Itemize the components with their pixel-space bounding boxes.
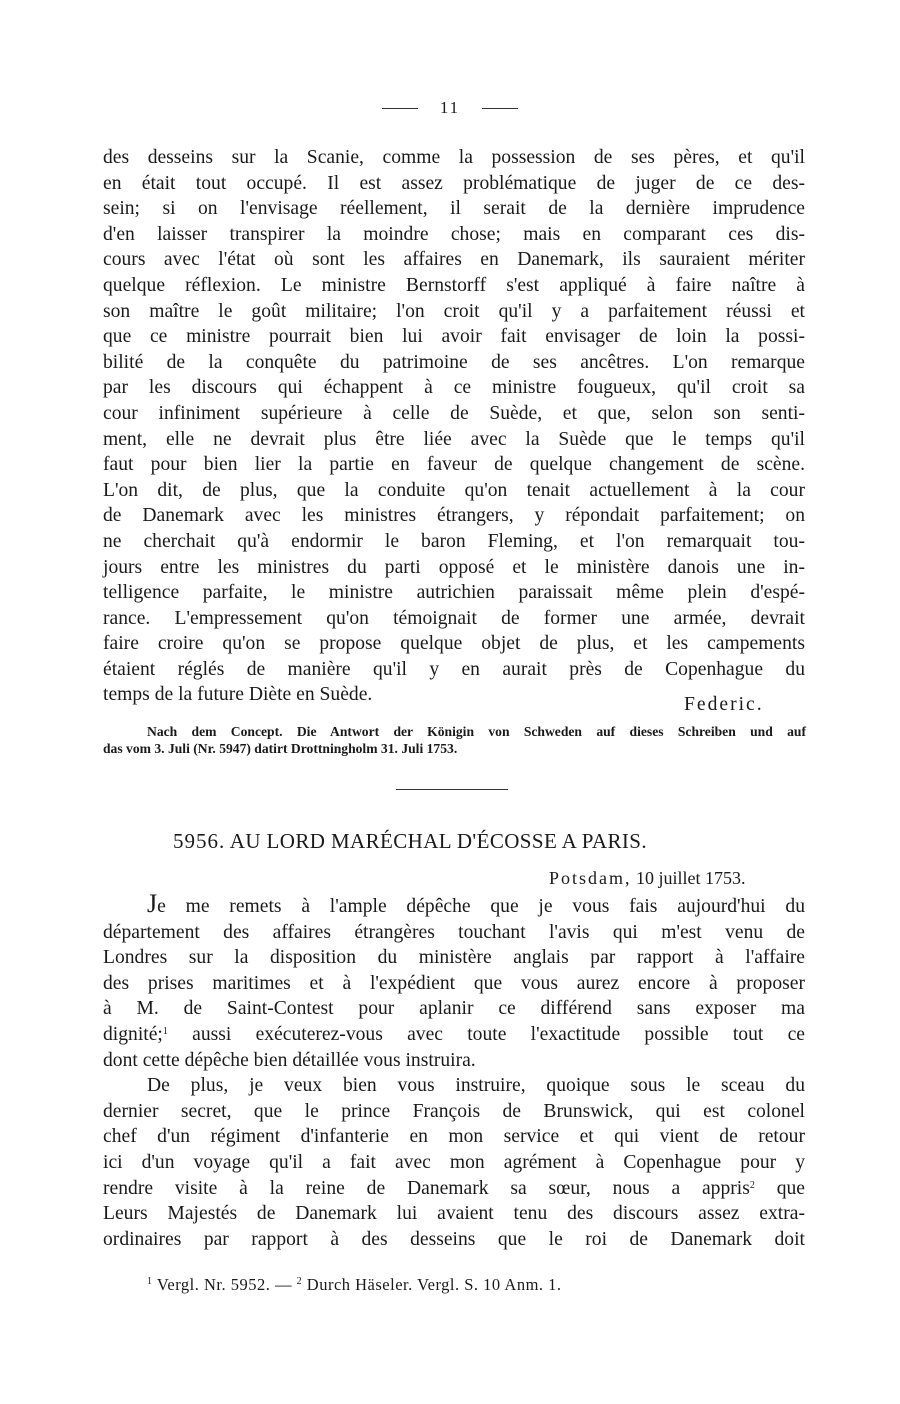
note-line: das vom 3. Juli (Nr. 5947) datirt Drottningholm 31. Juli 1753. (103, 741, 458, 756)
text-line: son maître le goût militaire; l'on croit qu'il y a parfaitement réussi et (103, 300, 805, 322)
text-line: ici d'un voyage qu'il a fait avec mon agrément à Copenhague pour y (103, 1151, 805, 1173)
section-divider (396, 789, 508, 790)
text-line: de Danemark avec les ministres étrangers, y répondait parfaitement; on (103, 505, 805, 527)
note-line: Nach dem Concept. Die Antwort der Königin von Schweden auf dieses Schreiben und auf (147, 724, 806, 739)
text-line: étaient réglés de manière qu'il y en aurait près de Copenhague du (103, 658, 805, 680)
text-segment: dignité; (103, 1023, 163, 1045)
footnotes (147, 1275, 562, 1295)
text-line: ment, elle ne devrait plus être liée avec la Suède que le temps qu'il (103, 428, 805, 450)
text-line: par les discours qui échappent à ce ministre fougueux, qu'il croit sa (103, 377, 805, 399)
signature: Federic. (684, 694, 764, 715)
text-segment: rendre visite à la reine de Danemark sa sœur, nous a appris (103, 1177, 750, 1199)
text-line: bilité de la conquête du patrimoine de ses ancêtres. L'on remarque (103, 351, 805, 373)
header-dash-left (382, 108, 418, 109)
text-line: ordinaires par rapport à des desseins que le roi de Danemark doit (103, 1228, 805, 1250)
page-number: 11 (439, 98, 461, 117)
letter-title (173, 829, 647, 854)
text-line (103, 889, 805, 920)
place-date (549, 868, 746, 889)
text-line: ne cherchait qu'à endormir le baron Fleming, et l'on remarquait tou- (103, 530, 805, 552)
text-line: cour infiniment supérieure à celle de Suède, et que, selon son senti- (103, 402, 805, 424)
footnote-mark: 1 (147, 1276, 153, 1287)
letter-number: 5956. (173, 829, 226, 853)
text-line: cours avec l'état où sont les affaires en Danemark, ils sauraient mériter (103, 249, 805, 271)
text-line: telligence parfaite, le ministre autrichien paraissait même plein d'espé- (103, 582, 805, 604)
footnote-ref[interactable]: 2 (749, 1179, 755, 1191)
text-line: quelque réflexion. Le ministre Bernstorff s'est appliqué à faire naître à (103, 274, 805, 296)
text-line: Londres sur la disposition du ministère anglais par rapport à l'affaire (103, 947, 805, 969)
text-segment: aussi exécuterez-vous avec toute l'exactitude possible tout ce (167, 1023, 805, 1045)
text-line: L'on dit, de plus, que la conduite qu'on tenait actuellement à la cour (103, 479, 805, 501)
footnote-ref[interactable]: 1 (162, 1025, 168, 1037)
letter-date: 10 juillet 1753. (636, 868, 746, 888)
text-line: dont cette dépêche bien détaillée vous instruira. (103, 1049, 476, 1071)
text-line: des prises maritimes et à l'expédient que vous aurez encore à proposer (103, 972, 805, 994)
text-segment: que (754, 1177, 805, 1199)
text-line: jours entre les ministres du parti opposé et le ministère danois une in- (103, 556, 805, 578)
letter-1-body (103, 145, 805, 708)
first-line-rest: e me remets à l'ample dépêche que je vous fais aujourd'hui du (157, 896, 805, 917)
text-line: département des affaires étrangères touchant l'avis qui m'est venu de (103, 921, 805, 943)
text-line (103, 1022, 805, 1048)
text-line: Leurs Majestés de Danemark lui avaient tenu des discours assez extra- (103, 1203, 805, 1225)
footnote-mark: 2 (296, 1276, 303, 1287)
text-line: rance. L'empressement qu'on témoignait de former une armée, devrait (103, 607, 805, 629)
drop-cap: J (147, 889, 158, 918)
text-line: temps de la future Diète en Suède. (103, 684, 373, 706)
letter-2-body (103, 889, 805, 1252)
text-line: dernier secret, que le prince François de Brunswick, qui est colonel (103, 1100, 805, 1122)
text-line: en était tout occupé. Il est assez problématique de juger de ce des- (103, 172, 805, 194)
text-line: faut pour bien lier la partie en faveur de quelque changement de scène. (103, 454, 805, 476)
editorial-note (103, 723, 806, 757)
text-line: sein; si on l'envisage réellement, il serait de la dernière imprudence (103, 198, 805, 220)
text-line: De plus, je veux bien vous instruire, quoique sous le sceau du (147, 1075, 805, 1097)
text-line (103, 1176, 805, 1202)
text-line: à M. de Saint-Contest pour aplanir ce différend sans exposer ma (103, 998, 805, 1020)
page-header (0, 98, 900, 118)
header-dash-right (482, 108, 518, 109)
text-line: des desseins sur la Scanie, comme la possession de ses pères, et qu'il (103, 147, 805, 168)
footnote-text: Durch Häseler. Vergl. S. 10 Anm. 1. (302, 1275, 562, 1294)
letter-heading: AU LORD MARÉCHAL D'ÉCOSSE A PARIS. (229, 829, 647, 853)
text-line: chef d'un régiment d'infanterie en mon service et qui vient de retour (103, 1126, 805, 1148)
letter-place: Potsdam, (549, 868, 632, 888)
text-line: faire croire qu'on se propose quelque objet de plus, et les campements (103, 633, 805, 655)
text-line: d'en laisser transpirer la moindre chose; mais en comparant ces dis- (103, 223, 805, 245)
text-line: que ce ministre pourrait bien lui avoir fait envisager de loin la possi- (103, 326, 805, 348)
footnote-text: Vergl. Nr. 5952. — (152, 1275, 297, 1294)
